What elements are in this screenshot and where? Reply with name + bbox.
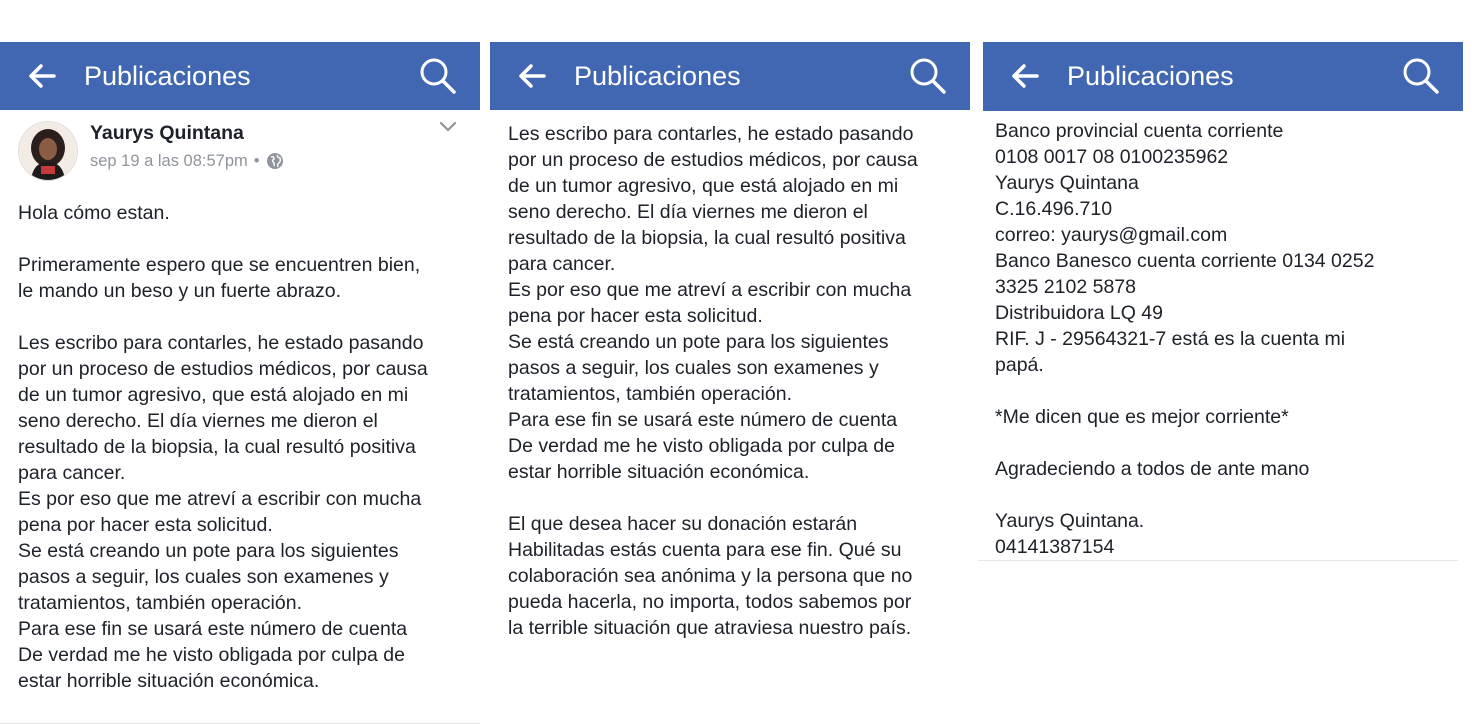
app-bar: [490, 42, 970, 110]
back-button[interactable]: [516, 62, 546, 90]
post-body-text: Hola cómo estan. Primeramente espero que se encuentren bien, le mando un beso y un fuerte abrazo. Les escribo para contarles, he estado pasando por un proceso de estudios médicos, por causa de un tumor agresivo, que está alojado en mi seno derecho. El día viernes me dieron el resultado de la biopsia, la cual resultó positiva para cancer. Es por eso que me atreví a escribir con mucha pena por hacer esta solicitud. Se está creando un pote para los siguientes pasos a seguir, los cuales son examenes y tratamientos, también operación. Para ese fin se usará este número de cuenta De verdad me he visto obligada por culpa de estar horrible situación económica.: [18, 202, 428, 692]
page-title: Publicaciones: [574, 61, 741, 91]
divider: [978, 560, 1458, 561]
post-timestamp[interactable]: sep 19 a las 08:57pm: [90, 152, 248, 170]
search-icon: [908, 56, 948, 96]
arrow-left-icon: [516, 62, 546, 90]
post-meta: [90, 150, 284, 172]
screenshot-panel-1: [0, 42, 480, 724]
screenshot-panel-3: [983, 42, 1463, 724]
screenshot-panel-2: [490, 42, 970, 724]
search-button[interactable]: [418, 56, 458, 96]
avatar[interactable]: [18, 121, 78, 181]
meta-separator: •: [253, 152, 260, 170]
search-button[interactable]: [908, 56, 948, 96]
post-menu-button[interactable]: [438, 118, 458, 134]
app-bar: [983, 42, 1463, 111]
app-bar: [0, 42, 480, 110]
search-button[interactable]: [1401, 56, 1441, 96]
post-body-text: Les escribo para contarles, he estado pasando por un proceso de estudios médicos, por causa de un tumor agresivo, que está alojado en mi seno derecho. El día viernes me dieron el resultado de la biopsia, la cual resultó positiva para cancer. Es por eso que me atreví a escribir con mucha pena por hacer esta solicitud. Se está creando un pote para los siguientes pasos a seguir, los cuales son examenes y tratamientos, también operación. Para ese fin se usará este número de cuenta De verdad me he visto obligada por culpa de estar horrible situación económica. El que desea hacer su donación estarán Habilitadas estás cuenta para ese fin. Qué su colaboración sea anónima y la persona que no pueda hacerla, no importa, todos sabemos por la terrible situación que atraviesa nuestro país.: [508, 123, 918, 639]
post-author-name[interactable]: Yaurys Quintana: [90, 122, 244, 144]
post-body-text: Banco provincial cuenta corriente 0108 0017 08 0100235962 Yaurys Quintana C.16.496.710 correo: yaurys@gmail.com Banco Banesco cuenta corriente 0134 0252 3325 2102 5878 Distribuidora LQ 49 RIF. J - 29564321-7 está es la cuenta mi papá. *Me dicen que es mejor corriente* Agradeciendo a todos de ante mano Yaurys Quintana. 04141387154: [995, 120, 1375, 558]
page-title: Publicaciones: [1067, 61, 1234, 91]
search-icon: [418, 56, 458, 96]
back-button[interactable]: [26, 62, 56, 90]
page-title: Publicaciones: [84, 61, 251, 91]
globe-icon: [266, 152, 284, 170]
back-button[interactable]: [1009, 62, 1039, 90]
arrow-left-icon: [1009, 62, 1039, 90]
chevron-down-icon: [438, 118, 458, 134]
arrow-left-icon: [26, 62, 56, 90]
search-icon: [1401, 56, 1441, 96]
profile-photo-icon: [19, 122, 77, 180]
